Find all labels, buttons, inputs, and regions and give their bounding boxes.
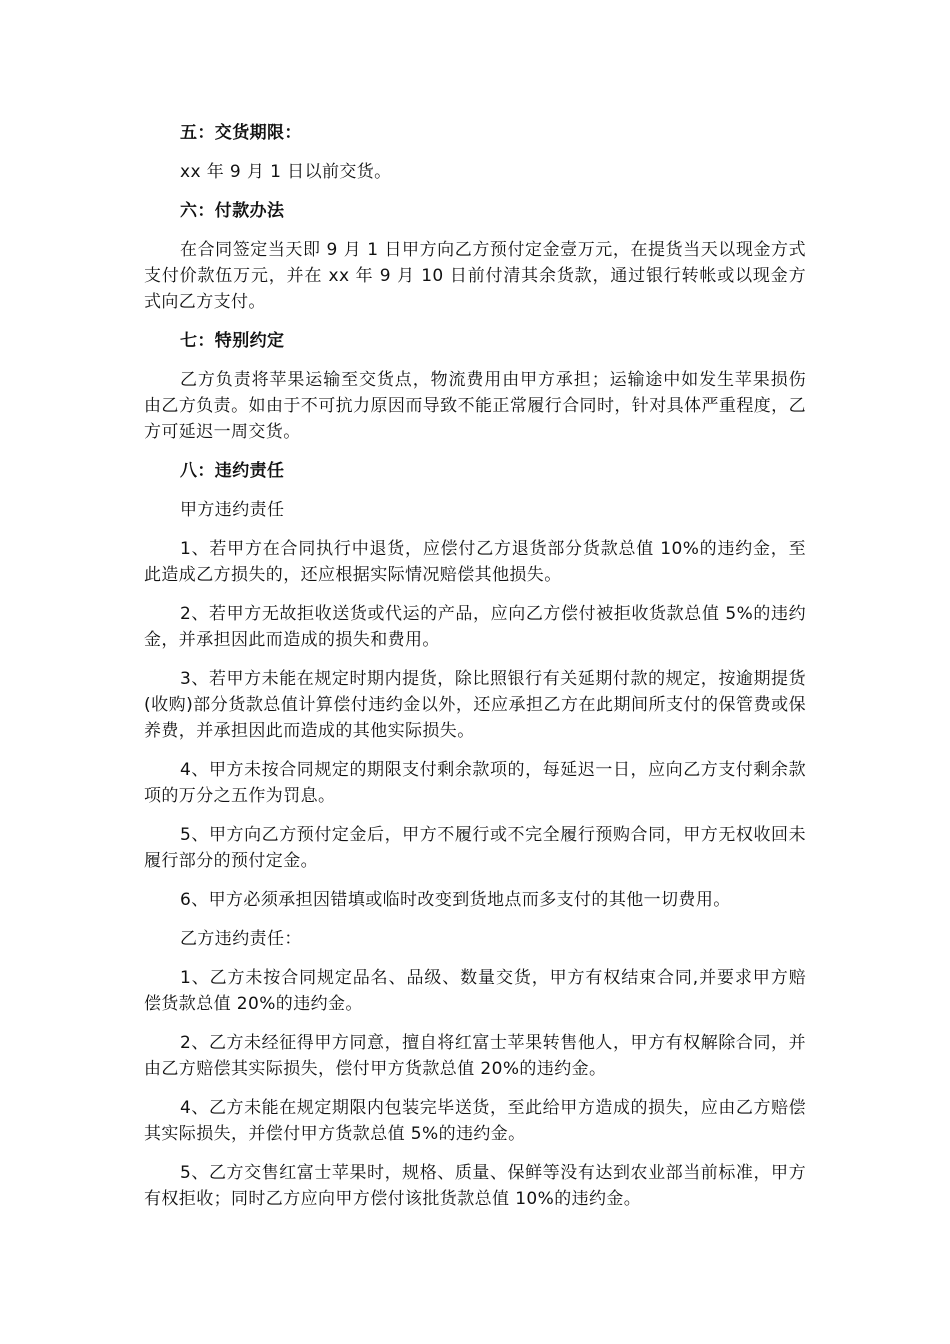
party-b-clause-5: 5、乙方交售红富士苹果时，规格、质量、保鲜等没有达到农业部当前标准，甲方有权拒收；同时乙方应向甲方偿付该批货款总值 10%的违约金。 [144,1163,806,1209]
party-b-clause-2: 2、乙方未经征得甲方同意，擅自将红富士苹果转售他人，甲方有权解除合同，并由乙方赔偿其实际损失，偿付甲方货款总值 20%的违约金。 [144,1033,806,1079]
party-b-clause-4: 4、乙方未能在规定期限内包装完毕送货，至此给甲方造成的损失，应由乙方赔偿其实际损失，并偿付甲方货款总值 5%的违约金。 [144,1098,806,1144]
subheading-party-a-liability: 甲方违约责任 [180,500,285,520]
subheading-party-b-liability: 乙方违约责任： [180,929,302,949]
document-body [144,120,806,1225]
paragraph-special-terms: 乙方负责将苹果运输至交货点，物流费用由甲方承担；运输途中如发生苹果损伤由乙方负责。如由于不可抗力原因而导致不能正常履行合同时，针对具体严重程度，乙方可延迟一周交货。 [144,370,806,442]
paragraph-payment: 在合同签定当天即 9 月 1 日甲方向乙方预付定金壹万元，在提货当天以现金方式支付价款伍万元，并在 xx 年 9 月 10 日前付清其余货款，通过银行转帐或以现金方式向乙方支付。 [144,240,806,312]
section-heading-payment: 六：付款办法 [180,201,285,221]
section-heading-special-terms: 七：特别约定 [180,331,285,351]
paragraph-delivery-date: xx 年 9 月 1 日以前交货。 [180,162,392,182]
party-a-clause-5: 5、甲方向乙方预付定金后，甲方不履行或不完全履行预购合同，甲方无权收回未履行部分的预付定金。 [144,825,806,871]
party-a-clause-1: 1、若甲方在合同执行中退货，应偿付乙方退货部分货款总值 10%的违约金，至此造成乙方损失的，还应根据实际情况赔偿其他损失。 [144,539,806,585]
section-heading-delivery-term: 五：交货期限： [180,123,302,143]
party-b-clause-1: 1、乙方未按合同规定品名、品级、数量交货，甲方有权结束合同,并要求甲方赔偿货款总值 20%的违约金。 [144,968,806,1014]
party-a-clause-4: 4、甲方未按合同规定的期限支付剩余款项的，每延迟一日，应向乙方支付剩余款项的万分之五作为罚息。 [144,760,806,806]
party-a-clause-6: 6、甲方必须承担因错填或临时改变到货地点而多支付的其他一切费用。 [180,890,731,910]
section-heading-liability: 八：违约责任 [180,461,285,481]
party-a-clause-2: 2、若甲方无故拒收送货或代运的产品，应向乙方偿付被拒收货款总值 5%的违约金，并承担因此而造成的损失和费用。 [144,604,806,650]
party-a-clause-3: 3、若甲方未能在规定时期内提货，除比照银行有关延期付款的规定，按逾期提货(收购)部分货款总值计算偿付违约金以外，还应承担乙方在此期间所支付的保管费或保养费，并承担因此而造成的其他实际损失。 [144,669,806,741]
